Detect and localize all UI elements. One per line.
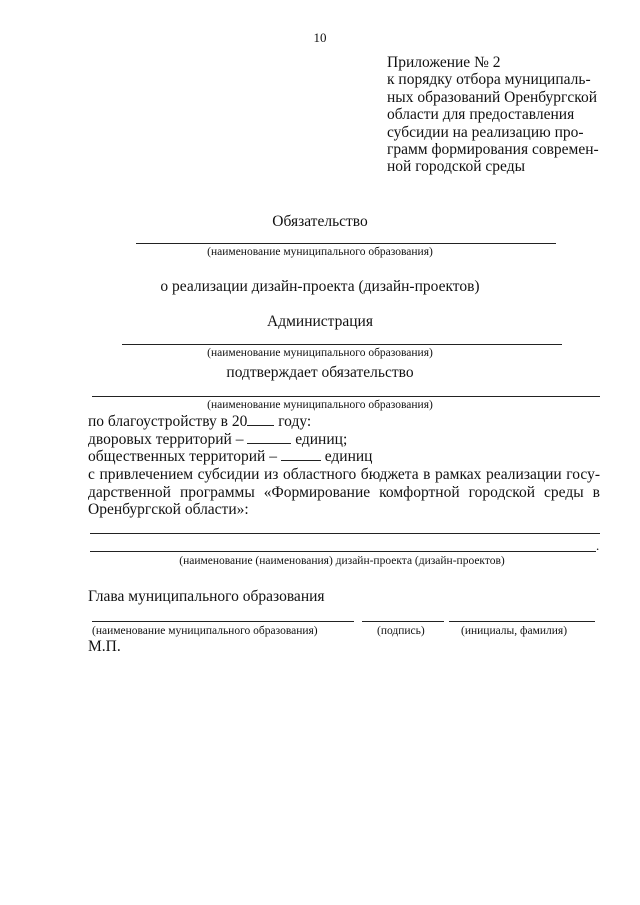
subsidy-paragraph bbox=[88, 466, 600, 519]
administration-caption: (наименование муниципального образования) bbox=[207, 347, 433, 359]
administration-label: Администрация bbox=[267, 313, 373, 330]
design-period: . bbox=[596, 538, 600, 553]
sig-initials-line bbox=[449, 621, 595, 622]
sig-municipality-caption: (наименование муниципального образования) bbox=[92, 625, 318, 637]
public-unit: единиц bbox=[324, 448, 373, 465]
about-text: о реализации дизайн-проекта (дизайн-проектов) bbox=[160, 278, 480, 295]
appendix-line: грамм формирования современ- bbox=[387, 141, 599, 159]
appendix-line: области для предоставления bbox=[387, 106, 575, 124]
yard-line bbox=[88, 431, 347, 449]
appendix-line: Приложение № 2 bbox=[387, 54, 501, 71]
sig-municipality-line bbox=[92, 621, 354, 622]
form-title: Обязательство bbox=[272, 213, 368, 230]
appendix-line: субсидии на реализацию про- bbox=[387, 123, 584, 141]
head-title: Глава муниципального образования bbox=[88, 588, 325, 605]
design-blank-line-1 bbox=[90, 533, 600, 534]
administration-blank-line bbox=[122, 344, 562, 345]
sig-initials-caption: (инициалы, фамилия) bbox=[461, 625, 568, 637]
public-line bbox=[88, 448, 372, 466]
yard-unit: единиц; bbox=[295, 431, 348, 448]
municipality-blank-line bbox=[136, 243, 556, 244]
subsidy-last-line: Оренбургской области»: bbox=[88, 501, 249, 519]
appendix-line: ной городской среды bbox=[387, 158, 526, 176]
year-blank bbox=[247, 413, 274, 426]
obligation-caption: (наименование муниципального образования) bbox=[207, 399, 433, 411]
page-number: 10 bbox=[313, 30, 327, 45]
subsidy-line: дарственной программы «Формирование комфортной городской среды в bbox=[88, 483, 600, 501]
sig-signature-line bbox=[362, 621, 444, 622]
sig-signature-caption: (подпись) bbox=[377, 625, 425, 637]
appendix-line: ных образований Оренбургской bbox=[387, 88, 598, 106]
public-label: общественных территорий – bbox=[88, 448, 277, 465]
improvement-suffix: году: bbox=[278, 413, 312, 430]
improvement-prefix: по благоустройству в 20 bbox=[88, 413, 248, 430]
appendix-line: к порядку отбора муниципаль- bbox=[387, 71, 591, 89]
municipality-caption: (наименование муниципального образования) bbox=[207, 246, 433, 258]
public-count-blank bbox=[281, 448, 321, 461]
subsidy-line: с привлечением субсидии из областного бюджета в рамках реализации госу- bbox=[88, 466, 600, 483]
appendix-header bbox=[387, 54, 617, 176]
obligation-blank-line bbox=[92, 396, 600, 397]
design-caption: (наименование (наименования) дизайн-проекта (дизайн-проектов) bbox=[179, 555, 505, 567]
confirms-text: подтверждает обязательство bbox=[226, 364, 414, 381]
improvement-line bbox=[88, 413, 311, 431]
design-blank-line-2 bbox=[90, 551, 596, 552]
seal-label: М.П. bbox=[88, 638, 121, 655]
yard-label: дворовых территорий – bbox=[88, 431, 244, 448]
yard-count-blank bbox=[247, 431, 291, 444]
